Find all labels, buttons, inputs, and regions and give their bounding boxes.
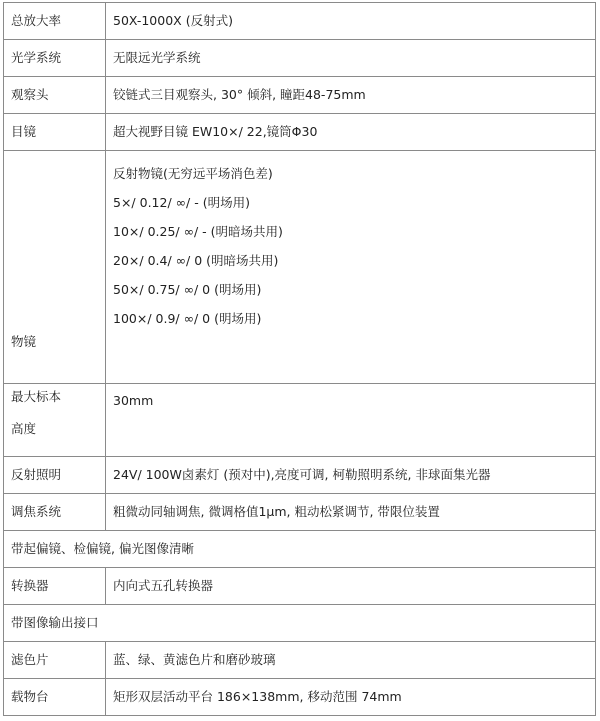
table-row	[4, 77, 596, 114]
row-label-line: 最大标本	[11, 389, 62, 404]
table-row	[4, 3, 596, 40]
row-value: 24V/ 100W卤素灯 (预对中),亮度可调, 柯勒照明系统, 非球面集光器	[106, 457, 596, 494]
row-full-text: 带起偏镜、检偏镜, 偏光图像清晰	[4, 531, 596, 568]
row-value: 50X-1000X (反射式)	[106, 3, 596, 40]
row-value: 超大视野目镜 EW10×/ 22,镜筒Φ30	[106, 114, 596, 151]
table-row	[4, 40, 596, 77]
row-value: 矩形双层活动平台 186×138mm, 移动范围 74mm	[106, 679, 596, 716]
objective-line: 20×/ 0.4/ ∞/ 0 (明暗场共用)	[113, 253, 279, 268]
spec-table	[3, 2, 596, 716]
table-row	[4, 384, 596, 457]
row-value: 30mm	[106, 384, 596, 457]
row-label: 转换器	[4, 568, 106, 605]
objective-list	[106, 151, 596, 384]
row-label: 观察头	[4, 77, 106, 114]
row-label: 目镜	[4, 114, 106, 151]
row-label-line: 高度	[11, 421, 37, 436]
row-value: 铰链式三目观察头, 30° 倾斜, 瞳距48-75mm	[106, 77, 596, 114]
table-row	[4, 642, 596, 679]
objective-line: 5×/ 0.12/ ∞/ - (明场用)	[113, 195, 250, 210]
row-label: 载物台	[4, 679, 106, 716]
row-label	[4, 384, 106, 457]
table-row	[4, 679, 596, 716]
table-row	[4, 494, 596, 531]
row-value: 粗微动同轴调焦, 微调格值1μm, 粗动松紧调节, 带限位装置	[106, 494, 596, 531]
row-label: 光学系统	[4, 40, 106, 77]
row-value: 无限远光学系统	[106, 40, 596, 77]
row-label: 反射照明	[4, 457, 106, 494]
row-full-text: 带图像输出接口	[4, 605, 596, 642]
row-label: 物镜	[4, 151, 106, 384]
row-value: 蓝、绿、黄滤色片和磨砂玻璃	[106, 642, 596, 679]
objective-line: 100×/ 0.9/ ∞/ 0 (明场用)	[113, 311, 262, 326]
table-row	[4, 568, 596, 605]
objective-line: 50×/ 0.75/ ∞/ 0 (明场用)	[113, 282, 262, 297]
table-row	[4, 457, 596, 494]
objective-line: 10×/ 0.25/ ∞/ - (明暗场共用)	[113, 224, 283, 239]
table-row	[4, 114, 596, 151]
table-row-objective	[4, 151, 596, 384]
row-label: 滤色片	[4, 642, 106, 679]
row-label: 总放大率	[4, 3, 106, 40]
row-value: 内向式五孔转换器	[106, 568, 596, 605]
table-row-full	[4, 605, 596, 642]
row-label: 调焦系统	[4, 494, 106, 531]
objective-line: 反射物镜(无穷远平场消色差)	[113, 166, 273, 181]
table-row-full	[4, 531, 596, 568]
